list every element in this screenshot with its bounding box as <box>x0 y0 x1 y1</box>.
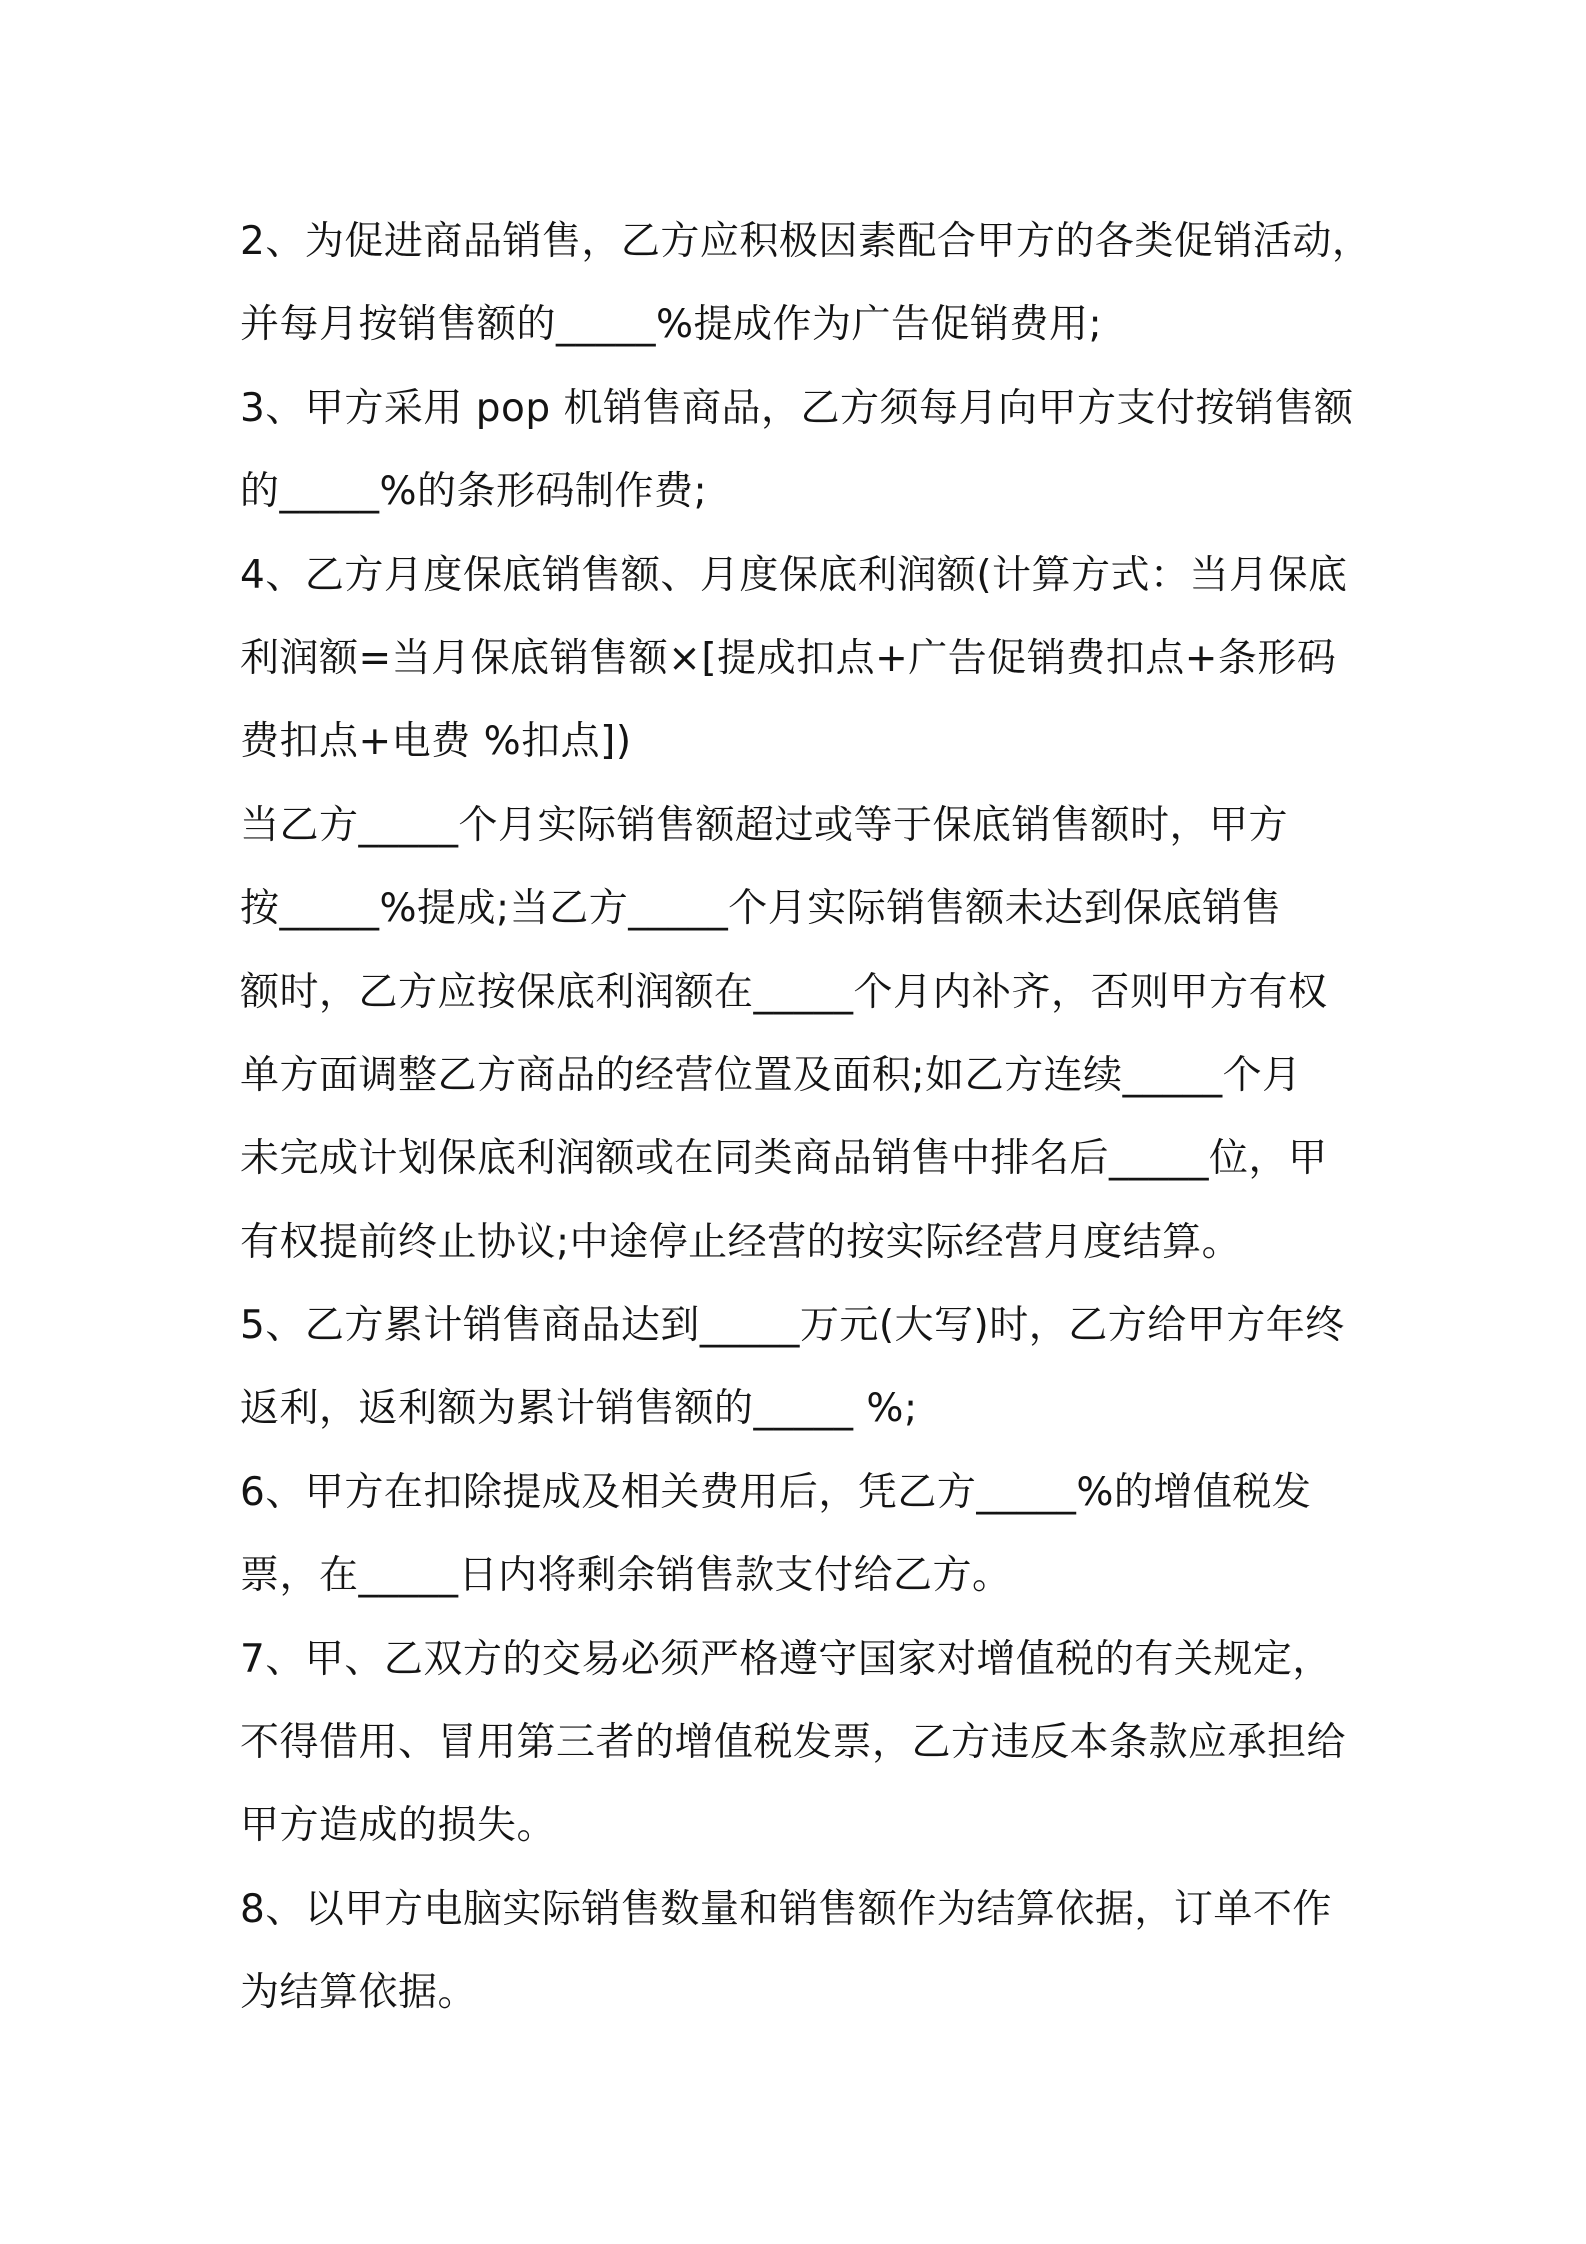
text-line: 6、甲方在扣除提成及相关费用后，凭乙方_____%的增值税发 <box>240 1469 1312 1515</box>
text-line: 的_____%的条形码制作费; <box>240 469 708 515</box>
text-line: 2、为促进商品销售，乙方应积极因素配合甲方的各类促销活动， <box>240 219 1372 264</box>
text-line: 单方面调整乙方商品的经营位置及面积;如乙方连续_____个月 <box>240 1052 1302 1098</box>
text-line: 甲方造成的损失。 <box>240 1803 557 1849</box>
text-line: 4、乙方月度保底销售额、月度保底利润额(计算方式：当月保底 <box>240 552 1348 598</box>
text-line: 未完成计划保底利润额或在同类商品销售中排名后_____位，甲 <box>240 1136 1328 1182</box>
text-line: 不得借用、冒用第三者的增值税发票，乙方违反本条款应承担给 <box>240 1720 1347 1766</box>
text-line: 按_____%提成;当乙方_____个月实际销售额未达到保底销售 <box>240 886 1282 932</box>
text-line: 当乙方_____个月实际销售额超过或等于保底销售额时，甲方 <box>240 802 1289 848</box>
text-line: 并每月按销售额的_____%提成作为广告促销费用; <box>240 302 1103 348</box>
document-body <box>240 200 1370 2035</box>
text-line: 利润额=当月保底销售额×[提成扣点+广告促销费扣点+条形码 <box>240 635 1337 681</box>
text-line: 返利，返利额为累计销售额的_____ %; <box>240 1386 918 1432</box>
text-line: 5、乙方累计销售商品达到_____万元(大写)时，乙方给甲方年终 <box>240 1303 1345 1349</box>
text-line: 票，在_____日内将剩余销售款支付给乙方。 <box>240 1553 1012 1599</box>
text-line: 8、以甲方电脑实际销售数量和销售额作为结算依据，订单不作 <box>240 1886 1332 1932</box>
text-line: 3、甲方采用 pop 机销售商品，乙方须每月向甲方支付按销售额 <box>240 385 1354 431</box>
text-line: 有权提前终止协议;中途停止经营的按实际经营月度结算。 <box>240 1219 1242 1265</box>
text-line: 额时，乙方应按保底利润额在_____个月内补齐，否则甲方有权 <box>240 969 1328 1015</box>
text-line: 7、甲、乙双方的交易必须严格遵守国家对增值税的有关规定， <box>240 1636 1332 1682</box>
text-line: 为结算依据。 <box>240 1970 478 2016</box>
text-line: 费扣点+电费 %扣点]) <box>240 719 632 765</box>
